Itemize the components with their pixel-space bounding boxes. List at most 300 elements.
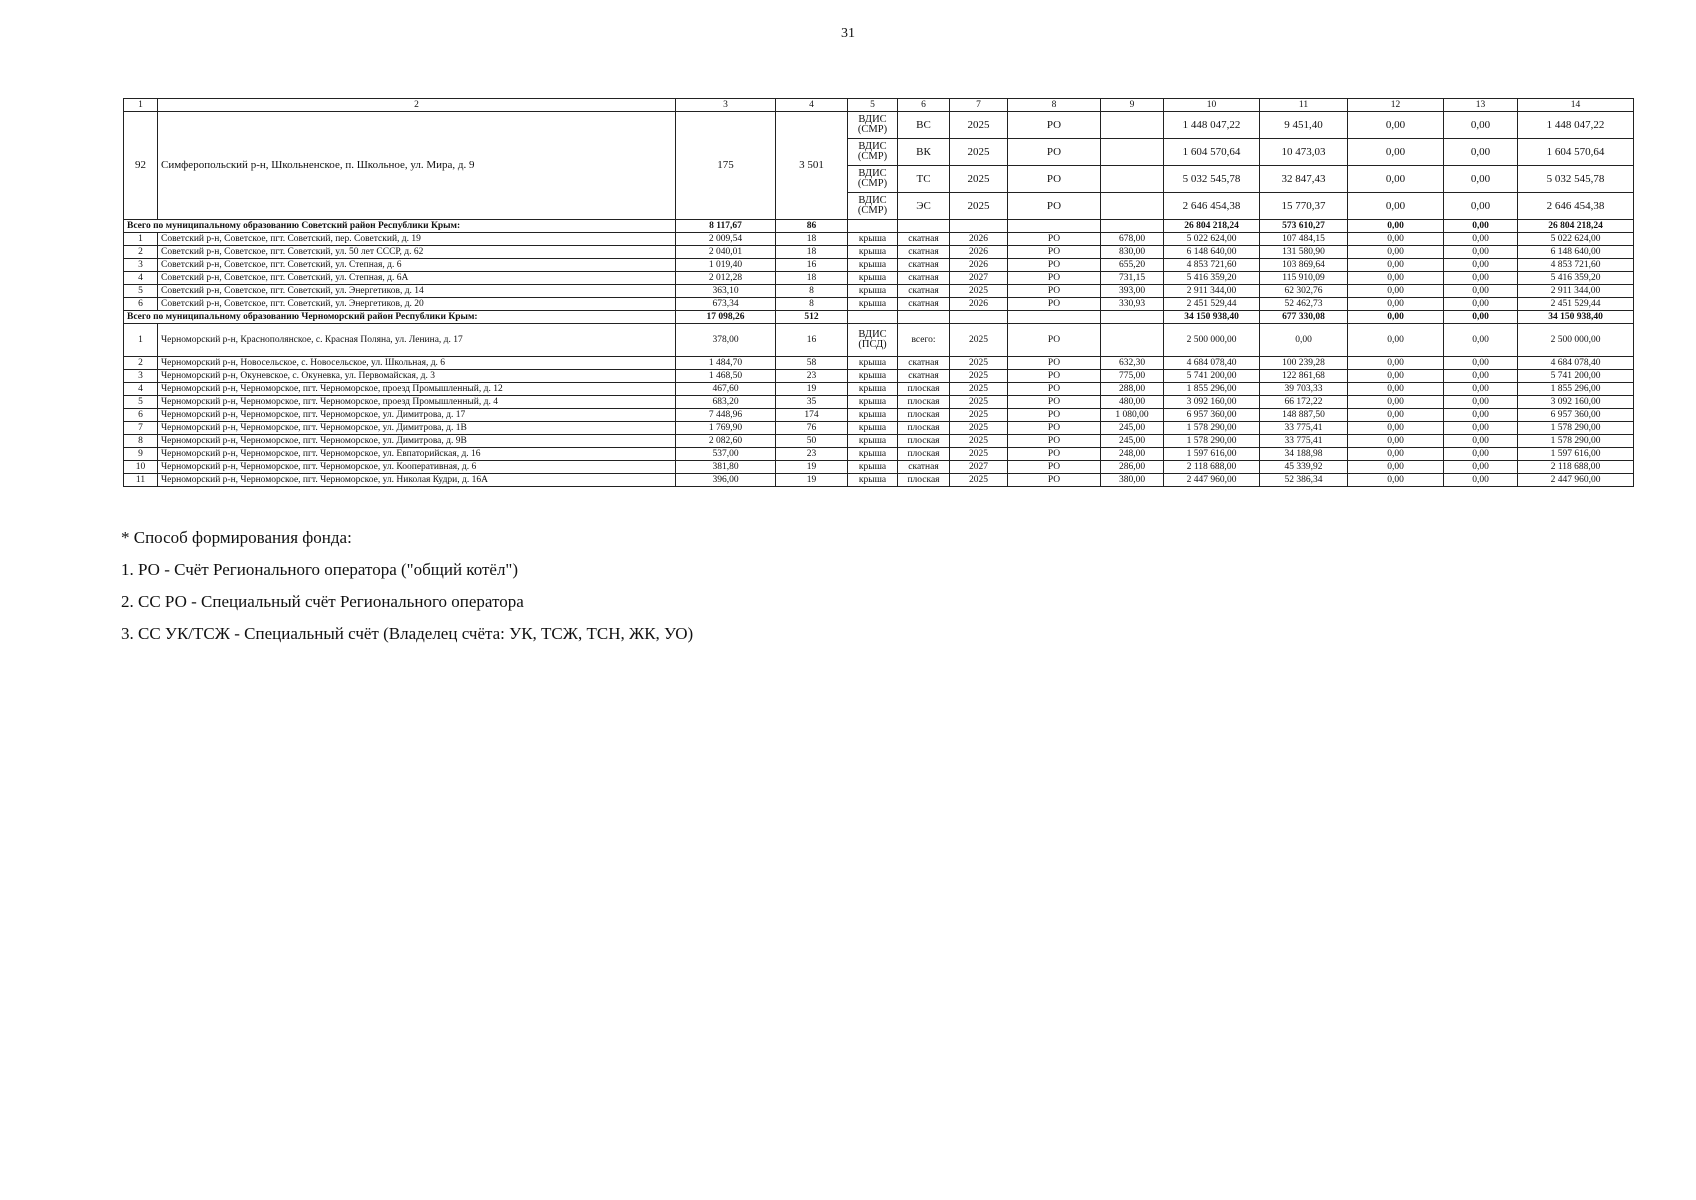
total-label: Всего по муниципальному образованию Советский район Республики Крым: — [124, 220, 676, 233]
column-number-header: 1 — [124, 99, 158, 112]
value-cell: 632,30 — [1101, 357, 1164, 370]
total-area: 8 117,67 — [676, 220, 776, 233]
empty-cell — [950, 220, 1008, 233]
value-cell: 5 032 545,78 — [1164, 166, 1260, 193]
table-header — [124, 99, 1634, 112]
empty-cell — [950, 311, 1008, 324]
table-row — [124, 259, 1634, 272]
value-cell: 0,00 — [1348, 396, 1444, 409]
table-row — [124, 383, 1634, 396]
value-cell: 2 500 000,00 — [1164, 324, 1260, 357]
row-number: 3 — [124, 370, 158, 383]
value-cell: 378,00 — [676, 324, 776, 357]
value-cell: 5 032 545,78 — [1518, 166, 1634, 193]
value-cell — [1101, 324, 1164, 357]
value-cell — [1101, 166, 1164, 193]
value-cell: 288,00 — [1101, 383, 1164, 396]
value-cell: 66 172,22 — [1260, 396, 1348, 409]
value-cell: 0,00 — [1348, 272, 1444, 285]
note-item: 1. РО - Счёт Регионального оператора ("общий котёл") — [121, 560, 519, 579]
value-cell: 1 578 290,00 — [1164, 435, 1260, 448]
column-number-header: 14 — [1518, 99, 1634, 112]
value-cell: 2025 — [950, 370, 1008, 383]
work-type-cell: ВДИС (СМР) — [848, 166, 898, 193]
address-cell: Черноморский р-н, Черноморское, пгт. Черноморское, проезд Промышленный, д. 4 — [158, 396, 676, 409]
value-cell: 0,00 — [1348, 409, 1444, 422]
value-cell: 32 847,43 — [1260, 166, 1348, 193]
value-cell: 1 597 616,00 — [1164, 448, 1260, 461]
value-cell: 0,00 — [1348, 112, 1444, 139]
value-cell: 0,00 — [1444, 357, 1518, 370]
address-cell: Черноморский р-н, Черноморское, пгт. Черноморское, проезд Промышленный, д. 12 — [158, 383, 676, 396]
total-value: 573 610,27 — [1260, 220, 1348, 233]
value-cell: 2026 — [950, 259, 1008, 272]
value-cell: 8 — [776, 285, 848, 298]
value-cell: 34 188,98 — [1260, 448, 1348, 461]
value-cell: 0,00 — [1348, 324, 1444, 357]
total-area: 17 098,26 — [676, 311, 776, 324]
value-cell: 2025 — [950, 435, 1008, 448]
value-cell: 9 451,40 — [1260, 112, 1348, 139]
empty-cell — [848, 220, 898, 233]
residents-cell: 3 501 — [776, 112, 848, 220]
value-cell: 19 — [776, 474, 848, 487]
address-cell: Симферопольский р-н, Школьненское, п. Школьное, ул. Мира, д. 9 — [158, 112, 676, 220]
value-cell: 6 148 640,00 — [1518, 246, 1634, 259]
table-row — [124, 246, 1634, 259]
value-cell: 2 012,28 — [676, 272, 776, 285]
system-cell: ВС — [898, 112, 950, 139]
value-cell: 18 — [776, 233, 848, 246]
value-cell: 245,00 — [1101, 422, 1164, 435]
row-number: 5 — [124, 396, 158, 409]
value-cell: 148 887,50 — [1260, 409, 1348, 422]
value-cell: 467,60 — [676, 383, 776, 396]
work-type-cell: ВДИС (СМР) — [848, 139, 898, 166]
table-row — [124, 272, 1634, 285]
value-cell — [1101, 112, 1164, 139]
value-cell: 1 604 570,64 — [1164, 139, 1260, 166]
value-cell — [1101, 193, 1164, 220]
value-cell: 8 — [776, 298, 848, 311]
row-number: 3 — [124, 259, 158, 272]
column-number-row — [124, 99, 1634, 112]
value-cell: 174 — [776, 409, 848, 422]
system-cell: ЭС — [898, 193, 950, 220]
table-row — [124, 357, 1634, 370]
value-cell: РО — [1008, 370, 1101, 383]
value-cell: 15 770,37 — [1260, 193, 1348, 220]
value-cell: 5 416 359,20 — [1164, 272, 1260, 285]
value-cell: крыша — [848, 461, 898, 474]
value-cell: 1 578 290,00 — [1518, 435, 1634, 448]
value-cell: крыша — [848, 298, 898, 311]
value-cell: 62 302,76 — [1260, 285, 1348, 298]
column-number-header: 2 — [158, 99, 676, 112]
value-cell: 122 861,68 — [1260, 370, 1348, 383]
capital-repair-table — [123, 98, 1634, 487]
value-cell: 5 741 200,00 — [1164, 370, 1260, 383]
address-cell: Черноморский р-н, Новосельское, с. Новосельское, ул. Школьная, д. 6 — [158, 357, 676, 370]
value-cell: РО — [1008, 272, 1101, 285]
value-cell: РО — [1008, 259, 1101, 272]
value-cell: 0,00 — [1444, 259, 1518, 272]
value-cell: 1 468,50 — [676, 370, 776, 383]
value-cell: 2 500 000,00 — [1518, 324, 1634, 357]
value-cell: скатная — [898, 370, 950, 383]
fund-formation-notes — [121, 522, 693, 650]
value-cell: плоская — [898, 422, 950, 435]
year-cell: 2025 — [950, 193, 1008, 220]
value-cell: РО — [1008, 298, 1101, 311]
value-cell: РО — [1008, 409, 1101, 422]
value-cell: 2025 — [950, 324, 1008, 357]
value-cell: 1 448 047,22 — [1518, 112, 1634, 139]
value-cell: 0,00 — [1444, 474, 1518, 487]
column-number-header: 4 — [776, 99, 848, 112]
value-cell: РО — [1008, 246, 1101, 259]
value-cell: 245,00 — [1101, 435, 1164, 448]
value-cell: плоская — [898, 383, 950, 396]
fund-cell: РО — [1008, 166, 1101, 193]
table-row-92 — [124, 112, 1634, 139]
value-cell: 0,00 — [1348, 435, 1444, 448]
value-cell: 18 — [776, 272, 848, 285]
empty-cell — [848, 311, 898, 324]
value-cell: 58 — [776, 357, 848, 370]
table-row — [124, 435, 1634, 448]
value-cell: РО — [1008, 422, 1101, 435]
value-cell: 4 684 078,40 — [1518, 357, 1634, 370]
address-cell: Советский р-н, Советское, пгт. Советский, ул. Степная, д. 6 — [158, 259, 676, 272]
value-cell: 2 082,60 — [676, 435, 776, 448]
table-row — [124, 461, 1634, 474]
value-cell: РО — [1008, 474, 1101, 487]
total-residents: 512 — [776, 311, 848, 324]
table-row — [124, 396, 1634, 409]
empty-cell — [898, 311, 950, 324]
value-cell: 131 580,90 — [1260, 246, 1348, 259]
value-cell: крыша — [848, 435, 898, 448]
year-cell: 2025 — [950, 139, 1008, 166]
value-cell: всего: — [898, 324, 950, 357]
value-cell: 0,00 — [1444, 112, 1518, 139]
value-cell: 1 578 290,00 — [1518, 422, 1634, 435]
value-cell: 0,00 — [1348, 285, 1444, 298]
row-number: 11 — [124, 474, 158, 487]
row-number: 4 — [124, 383, 158, 396]
value-cell: 2025 — [950, 448, 1008, 461]
total-value: 677 330,08 — [1260, 311, 1348, 324]
value-cell: 3 092 160,00 — [1164, 396, 1260, 409]
address-cell: Черноморский р-н, Черноморское, пгт. Черноморское, ул. Димитрова, д. 9В — [158, 435, 676, 448]
value-cell: 39 703,33 — [1260, 383, 1348, 396]
value-cell: 2025 — [950, 474, 1008, 487]
value-cell: крыша — [848, 422, 898, 435]
value-cell: плоская — [898, 396, 950, 409]
value-cell: 0,00 — [1348, 246, 1444, 259]
work-type-cell: ВДИС (СМР) — [848, 193, 898, 220]
area-cell: 175 — [676, 112, 776, 220]
value-cell: 10 473,03 — [1260, 139, 1348, 166]
value-cell: 76 — [776, 422, 848, 435]
value-cell: 248,00 — [1101, 448, 1164, 461]
address-cell: Черноморский р-н, Черноморское, пгт. Черноморское, ул. Димитрова, д. 17 — [158, 409, 676, 422]
table-row — [124, 474, 1634, 487]
table-row — [124, 422, 1634, 435]
row-number: 6 — [124, 409, 158, 422]
row-number: 9 — [124, 448, 158, 461]
value-cell: РО — [1008, 233, 1101, 246]
value-cell: 0,00 — [1348, 166, 1444, 193]
value-cell: 655,20 — [1101, 259, 1164, 272]
column-number-header: 11 — [1260, 99, 1348, 112]
value-cell: 33 775,41 — [1260, 435, 1348, 448]
value-cell: 0,00 — [1444, 166, 1518, 193]
value-cell: 0,00 — [1444, 324, 1518, 357]
year-cell: 2025 — [950, 166, 1008, 193]
year-cell: 2025 — [950, 112, 1008, 139]
value-cell: 0,00 — [1444, 370, 1518, 383]
value-cell: 380,00 — [1101, 474, 1164, 487]
value-cell: 731,15 — [1101, 272, 1164, 285]
value-cell: 6 148 640,00 — [1164, 246, 1260, 259]
value-cell: 775,00 — [1101, 370, 1164, 383]
table-row — [124, 409, 1634, 422]
value-cell: 45 339,92 — [1260, 461, 1348, 474]
value-cell: РО — [1008, 461, 1101, 474]
value-cell: 2025 — [950, 409, 1008, 422]
value-cell: 52 386,34 — [1260, 474, 1348, 487]
value-cell: 2 911 344,00 — [1164, 285, 1260, 298]
row-number: 2 — [124, 246, 158, 259]
total-value: 0,00 — [1348, 311, 1444, 324]
value-cell: 2 118 688,00 — [1164, 461, 1260, 474]
value-cell: 115 910,09 — [1260, 272, 1348, 285]
total-value: 34 150 938,40 — [1518, 311, 1634, 324]
value-cell: скатная — [898, 285, 950, 298]
value-cell: 2 009,54 — [676, 233, 776, 246]
value-cell: 2 118 688,00 — [1518, 461, 1634, 474]
table-row — [124, 324, 1634, 357]
value-cell: 537,00 — [676, 448, 776, 461]
value-cell: 2027 — [950, 461, 1008, 474]
row-number: 10 — [124, 461, 158, 474]
value-cell: 35 — [776, 396, 848, 409]
value-cell: 683,20 — [676, 396, 776, 409]
row-number: 4 — [124, 272, 158, 285]
value-cell: РО — [1008, 285, 1101, 298]
system-cell: ВК — [898, 139, 950, 166]
value-cell: РО — [1008, 396, 1101, 409]
value-cell: 2 646 454,38 — [1164, 193, 1260, 220]
value-cell: скатная — [898, 461, 950, 474]
row-number: 8 — [124, 435, 158, 448]
value-cell: 16 — [776, 259, 848, 272]
note-item: 3. СС УК/ТСЖ - Специальный счёт (Владелец счёта: УК, ТСЖ, ТСН, ЖК, УО) — [121, 624, 694, 643]
value-cell: 2026 — [950, 233, 1008, 246]
value-cell: 1 604 570,64 — [1518, 139, 1634, 166]
value-cell: 0,00 — [1444, 461, 1518, 474]
value-cell: скатная — [898, 298, 950, 311]
value-cell: 0,00 — [1444, 139, 1518, 166]
value-cell: 0,00 — [1348, 370, 1444, 383]
total-value: 0,00 — [1348, 220, 1444, 233]
value-cell: 5 022 624,00 — [1164, 233, 1260, 246]
value-cell: плоская — [898, 448, 950, 461]
value-cell: 107 484,15 — [1260, 233, 1348, 246]
value-cell: крыша — [848, 357, 898, 370]
value-cell: 1 484,70 — [676, 357, 776, 370]
value-cell: 1 597 616,00 — [1518, 448, 1634, 461]
value-cell: 18 — [776, 246, 848, 259]
value-cell: 0,00 — [1444, 246, 1518, 259]
value-cell: 393,00 — [1101, 285, 1164, 298]
value-cell: 0,00 — [1348, 448, 1444, 461]
value-cell: крыша — [848, 396, 898, 409]
value-cell: 5 741 200,00 — [1518, 370, 1634, 383]
row-number: 6 — [124, 298, 158, 311]
total-value: 26 804 218,24 — [1518, 220, 1634, 233]
value-cell: 4 853 721,60 — [1518, 259, 1634, 272]
value-cell: 0,00 — [1348, 474, 1444, 487]
column-number-header: 3 — [676, 99, 776, 112]
value-cell: 6 957 360,00 — [1164, 409, 1260, 422]
column-number-header: 7 — [950, 99, 1008, 112]
value-cell: 0,00 — [1348, 461, 1444, 474]
value-cell: 1 578 290,00 — [1164, 422, 1260, 435]
value-cell: крыша — [848, 409, 898, 422]
value-cell: 480,00 — [1101, 396, 1164, 409]
value-cell: 0,00 — [1444, 409, 1518, 422]
value-cell: плоская — [898, 474, 950, 487]
value-cell: 330,93 — [1101, 298, 1164, 311]
address-cell: Черноморский р-н, Черноморское, пгт. Черноморское, ул. Димитрова, д. 1В — [158, 422, 676, 435]
value-cell: 0,00 — [1348, 139, 1444, 166]
table-row — [124, 370, 1634, 383]
value-cell: 100 239,28 — [1260, 357, 1348, 370]
value-cell: 0,00 — [1348, 383, 1444, 396]
value-cell: 0,00 — [1348, 357, 1444, 370]
value-cell: крыша — [848, 383, 898, 396]
address-cell: Черноморский р-н, Окуневское, с. Окуневка, ул. Первомайская, д. 3 — [158, 370, 676, 383]
value-cell: 23 — [776, 448, 848, 461]
value-cell: 5 416 359,20 — [1518, 272, 1634, 285]
value-cell: 0,00 — [1348, 233, 1444, 246]
value-cell — [1101, 139, 1164, 166]
total-label: Всего по муниципальному образованию Черноморский район Республики Крым: — [124, 311, 676, 324]
notes-title: * Способ формирования фонда: — [121, 528, 352, 547]
value-cell: 0,00 — [1444, 285, 1518, 298]
column-number-header: 5 — [848, 99, 898, 112]
value-cell: 2 911 344,00 — [1518, 285, 1634, 298]
value-cell: 2 447 960,00 — [1518, 474, 1634, 487]
row-number: 1 — [124, 233, 158, 246]
value-cell: 0,00 — [1444, 422, 1518, 435]
value-cell: 33 775,41 — [1260, 422, 1348, 435]
value-cell: РО — [1008, 357, 1101, 370]
fund-cell: РО — [1008, 193, 1101, 220]
value-cell: 2026 — [950, 246, 1008, 259]
value-cell: 1 769,90 — [676, 422, 776, 435]
value-cell: 0,00 — [1444, 396, 1518, 409]
empty-cell — [1008, 220, 1101, 233]
value-cell: 16 — [776, 324, 848, 357]
value-cell: скатная — [898, 233, 950, 246]
value-cell: 2025 — [950, 383, 1008, 396]
value-cell: крыша — [848, 370, 898, 383]
value-cell: 23 — [776, 370, 848, 383]
value-cell: 0,00 — [1444, 435, 1518, 448]
address-cell: Советский р-н, Советское, пгт. Советский, пер. Советский, д. 19 — [158, 233, 676, 246]
column-number-header: 13 — [1444, 99, 1518, 112]
value-cell: 0,00 — [1444, 383, 1518, 396]
value-cell: плоская — [898, 409, 950, 422]
value-cell: 2 646 454,38 — [1518, 193, 1634, 220]
value-cell: 2026 — [950, 298, 1008, 311]
row-number: 2 — [124, 357, 158, 370]
total-value: 34 150 938,40 — [1164, 311, 1260, 324]
address-cell: Советский р-н, Советское, пгт. Советский, ул. 50 лет СССР, д. 62 — [158, 246, 676, 259]
value-cell: 0,00 — [1348, 193, 1444, 220]
value-cell: 1 855 296,00 — [1518, 383, 1634, 396]
value-cell: 830,00 — [1101, 246, 1164, 259]
value-cell: 381,80 — [676, 461, 776, 474]
row-number: 5 — [124, 285, 158, 298]
value-cell: 2 447 960,00 — [1164, 474, 1260, 487]
value-cell: скатная — [898, 272, 950, 285]
value-cell: РО — [1008, 435, 1101, 448]
value-cell: крыша — [848, 233, 898, 246]
fund-cell: РО — [1008, 139, 1101, 166]
value-cell: 19 — [776, 383, 848, 396]
value-cell: 2025 — [950, 357, 1008, 370]
value-cell: 50 — [776, 435, 848, 448]
total-value: 0,00 — [1444, 311, 1518, 324]
value-cell: 4 684 078,40 — [1164, 357, 1260, 370]
value-cell: 0,00 — [1444, 272, 1518, 285]
value-cell: 363,10 — [676, 285, 776, 298]
value-cell: 2 451 529,44 — [1518, 298, 1634, 311]
value-cell: 19 — [776, 461, 848, 474]
total-value: 0,00 — [1444, 220, 1518, 233]
empty-cell — [898, 220, 950, 233]
address-cell: Черноморский р-н, Краснополянское, с. Красная Поляна, ул. Ленина, д. 17 — [158, 324, 676, 357]
column-number-header: 10 — [1164, 99, 1260, 112]
value-cell: 0,00 — [1260, 324, 1348, 357]
empty-cell — [1101, 311, 1164, 324]
value-cell: скатная — [898, 259, 950, 272]
row-number: 92 — [124, 112, 158, 220]
page-number: 31 — [841, 26, 855, 41]
address-cell: Черноморский р-н, Черноморское, пгт. Черноморское, ул. Кооперативная, д. 6 — [158, 461, 676, 474]
empty-cell — [1101, 220, 1164, 233]
column-number-header: 9 — [1101, 99, 1164, 112]
address-cell: Советский р-н, Советское, пгт. Советский, ул. Степная, д. 6А — [158, 272, 676, 285]
table-row — [124, 285, 1634, 298]
note-item: 2. СС РО - Специальный счёт Регионального оператора — [121, 592, 524, 611]
value-cell: 673,34 — [676, 298, 776, 311]
value-cell: 2025 — [950, 396, 1008, 409]
value-cell: ВДИС (ПСД) — [848, 324, 898, 357]
value-cell: 0,00 — [1348, 298, 1444, 311]
value-cell: 52 462,73 — [1260, 298, 1348, 311]
value-cell: крыша — [848, 285, 898, 298]
value-cell: скатная — [898, 357, 950, 370]
value-cell: 1 855 296,00 — [1164, 383, 1260, 396]
value-cell: 0,00 — [1444, 233, 1518, 246]
total-row — [124, 220, 1634, 233]
